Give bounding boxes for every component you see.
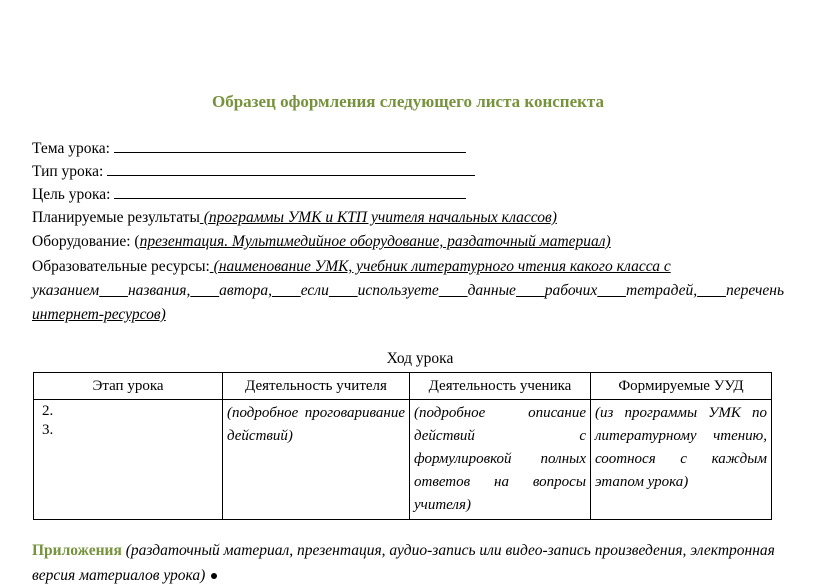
resources-word: используете [357, 282, 439, 299]
appendix [32, 538, 792, 588]
resources-word: автора, [219, 282, 272, 299]
uud-cell: (из программы УМК по литературному чтению, соотнося с каждым этапом урока) [591, 400, 772, 520]
header-student: Деятельность ученика [410, 373, 591, 400]
equipment-label: Оборудование: ( [32, 233, 140, 250]
results-value: (программы УМК и КТП учителя начальных классов) [199, 209, 557, 226]
resources-value-line3: интернет-ресурсов) [32, 306, 166, 323]
topic-label: Тема урока: [32, 140, 110, 157]
stage-number: 3. [42, 422, 54, 438]
document-title: Образец оформления следующего листа конспекта [212, 92, 604, 111]
equipment-line [32, 233, 611, 251]
appendix-text: (раздаточный материал, презентация, аудио-запись или видео-запись произведения, электронная версия материалов урока) [32, 542, 775, 584]
type-blank [107, 161, 475, 176]
type-line [32, 161, 475, 181]
resources-word: тетрадей, [626, 282, 698, 299]
equipment-value: презентация. Мультимедийное оборудование, раздаточный материал) [139, 233, 611, 250]
resources-label: Образовательные ресурсы: [32, 258, 210, 275]
resources-word: если [300, 282, 329, 299]
resources-value-line2 [32, 282, 784, 300]
bullet-icon [211, 573, 217, 579]
stage-cell [34, 400, 223, 520]
header-uud: Формируемые УУД [591, 373, 772, 400]
header-teacher: Деятельность учителя [223, 373, 410, 400]
goal-blank [114, 184, 466, 199]
header-stage: Этап урока [34, 373, 223, 400]
appendix-label: Приложения [32, 542, 122, 559]
resources-word: перечень [725, 282, 785, 299]
teacher-activity-cell: (подробное проговаривание действий) [223, 400, 410, 520]
lesson-heading: Ход урока [386, 350, 454, 367]
goal-line [32, 184, 466, 204]
lesson-table [33, 372, 772, 520]
topic-blank [114, 138, 466, 153]
resources-word: названия, [127, 282, 191, 299]
type-label: Тип урока: [32, 163, 104, 180]
student-activity-cell: (подробное описание действий с формулировкой полных ответов на вопросы учителя) [410, 400, 591, 520]
resources-word: указанием [32, 282, 100, 299]
resources-word: рабочих [544, 282, 598, 299]
results-label: Планируемые результаты [32, 209, 200, 226]
results-line [32, 209, 557, 227]
table-header-row [34, 373, 772, 400]
goal-label: Цель урока: [32, 186, 111, 203]
table-row [34, 400, 772, 520]
resources-word: данные [467, 282, 516, 299]
topic-line [32, 138, 466, 158]
resources-line [32, 258, 671, 276]
stage-number: 2. [42, 403, 54, 419]
resources-value-line1: (наименование УМК, учебник литературного чтения какого класса с [209, 258, 671, 275]
